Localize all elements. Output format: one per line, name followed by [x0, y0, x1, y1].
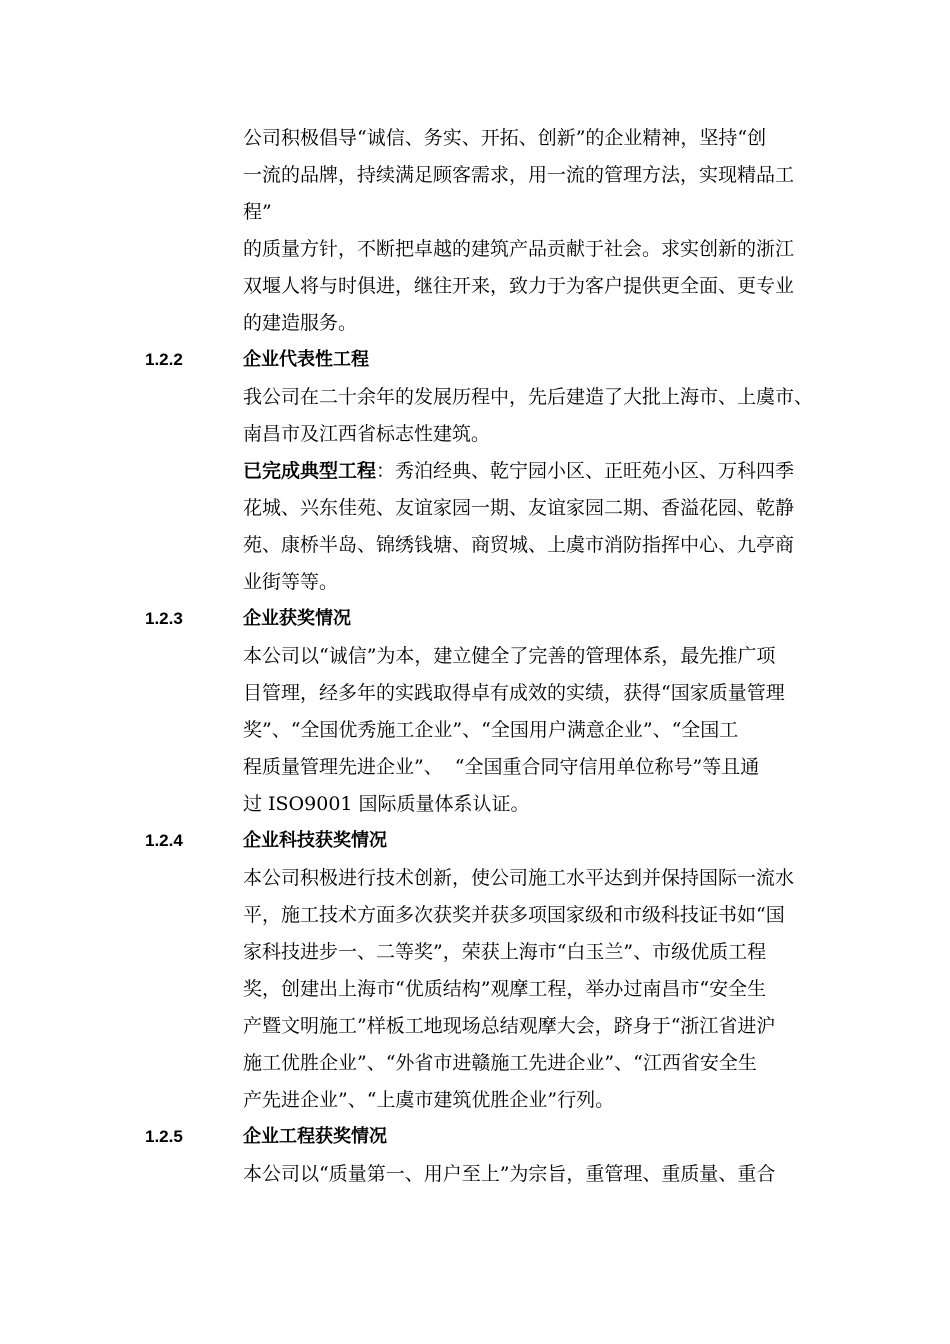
section-title: 企业获奖情况: [243, 608, 351, 629]
paragraph-line: 家科技进步一、二等奖”，荣获上海市“白玉兰”、市级优质工程: [243, 941, 767, 963]
intro-line: 公司积极倡导“诚信、务实、开拓、创新”的企业精神，坚持“创: [243, 127, 767, 149]
intro-line: 一流的品牌，持续满足顾客需求，用一流的管理方法，实现精品工: [243, 164, 795, 186]
intro-line: 程”: [243, 201, 272, 223]
section-number: 1.2.3: [145, 609, 183, 628]
section-number: 1.2.4: [145, 831, 183, 850]
intro-line: 的建造服务。: [243, 312, 358, 334]
paragraph-line: 本公司积极进行技术创新，使公司施工水平达到并保持国际一流水: [243, 867, 795, 889]
section-number: 1.2.2: [145, 350, 183, 369]
section-number: 1.2.5: [145, 1127, 183, 1146]
paragraph-line: 业街等等。: [243, 571, 339, 593]
intro-line: 的质量方针，不断把卓越的建筑产品贡献于社会。求实创新的浙江: [243, 238, 795, 260]
paragraph-line: 花城、兴东佳苑、友谊家园一期、友谊家园二期、香溢花园、乾静: [243, 497, 795, 519]
paragraph-line: 产暨文明施工”样板工地现场总结观摩大会，跻身于“浙江省进沪: [243, 1015, 776, 1037]
paragraph-line: 目管理，经多年的实践取得卓有成效的实绩，获得“国家质量管理: [243, 682, 785, 704]
paragraph-line: 奖”、“全国优秀施工企业”、“全国用户满意企业”、“全国工: [243, 719, 739, 741]
paragraph-line: 施工优胜企业”、“外省市进赣施工先进企业”、“江西省安全生: [243, 1052, 757, 1074]
section-title: 企业代表性工程: [243, 349, 369, 370]
paragraph-line: 苑、康桥半岛、锦绣钱塘、商贸城、上虞市消防指挥中心、九亭商: [243, 534, 795, 556]
completed-projects-line: [243, 459, 794, 483]
paragraph-line: 产先进企业”、“上虞市建筑优胜企业”行列。: [243, 1089, 615, 1111]
paragraph-line: 本公司以“质量第一、用户至上”为宗旨，重管理、重质量、重合: [243, 1163, 776, 1185]
paragraph-line: 过 ISO9001 国际质量体系认证。: [243, 793, 530, 815]
completed-projects-label: 已完成典型工程: [243, 460, 377, 482]
paragraph-line: 南昌市及江西省标志性建筑。: [243, 423, 491, 445]
paragraph-line: 本公司以“诚信”为本，建立健全了完善的管理体系，最先推广项: [243, 645, 776, 667]
intro-line: 双堰人将与时俱进，继往开来，致力于为客户提供更全面、更专业: [243, 275, 795, 297]
section-title: 企业工程获奖情况: [243, 1126, 387, 1147]
section-title: 企业科技获奖情况: [243, 830, 387, 851]
paragraph-line: 平，施工技术方面多次获奖并获多项国家级和市级科技证书如“国: [243, 904, 785, 926]
paragraph-line: 我公司在二十余年的发展历程中，先后建造了大批上海市、上虞市、: [243, 386, 814, 408]
completed-projects-text: ：秀泊经典、乾宁园小区、正旺苑小区、万科四季: [376, 460, 795, 482]
paragraph-line: 程质量管理先进企业”、 “全国重合同守信用单位称号”等且通: [243, 756, 760, 778]
paragraph-line: 奖，创建出上海市“优质结构”观摩工程，举办过南昌市“安全生: [243, 978, 767, 1000]
